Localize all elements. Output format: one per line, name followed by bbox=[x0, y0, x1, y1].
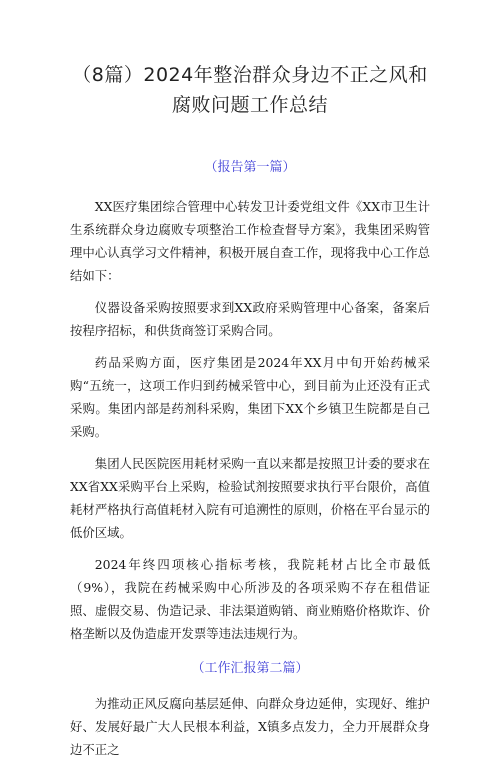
title-line-1: （8篇）2024年整治群众身边不正之风和 bbox=[72, 64, 428, 86]
paragraph: 仪器设备采购按照要求到XX政府采购管理中心备案，备案后按程序招标，和供货商签订采购合同。 bbox=[70, 300, 430, 338]
paragraph: 集团人民医院医用耗材采购一直以来都是按照卫计委的要求在XX省XX采购平台上采购，检验试剂按照要求执行平台限价，高值耗材严格执行高值耗材入院有可追溯性的原则，价格在平台显示的低价区域。 bbox=[70, 456, 430, 540]
paragraph: 2024年终四项核心指标考核，我院耗材占比全市最低（9%），我院在药械采购中心所涉及的各项采购不存在租借证照、虚假交易、伪造记录、非法渠道购销、商业贿赂价格欺诈、价格垄断以及伪造虚开发票等违法违规行为。 bbox=[70, 557, 430, 641]
section-heading-second: （工作汇报第二篇） bbox=[191, 661, 309, 676]
section-heading-first: （报告第一篇） bbox=[204, 160, 296, 175]
paragraph: 为推动正风反腐向基层延伸、向群众身边延伸，实现好、维护好、发展好最广大人民根本利益，X镇多点发力，全力开展群众身边不正之 bbox=[70, 696, 430, 757]
paragraph: XX医疗集团综合管理中心转发卫计委党组文件《XX市卫生计生系统群众身边腐败专项整治工作检查督导方案》，我集团采购管理中心认真学习文件精神，积极开展自查工作，现将我中心工作总结如下： bbox=[70, 199, 430, 283]
document-title bbox=[70, 60, 430, 120]
paragraph: 药品采购方面，医疗集团是2024年XX月中旬开始药械采购“五统一，这项工作归到药械采管中心，到目前为止还没有正式采购。集团内部是药剂科采购，集团下XX个乡镇卫生院都是自己采购。 bbox=[70, 355, 430, 439]
title-line-2: 腐败问题工作总结 bbox=[171, 94, 328, 116]
